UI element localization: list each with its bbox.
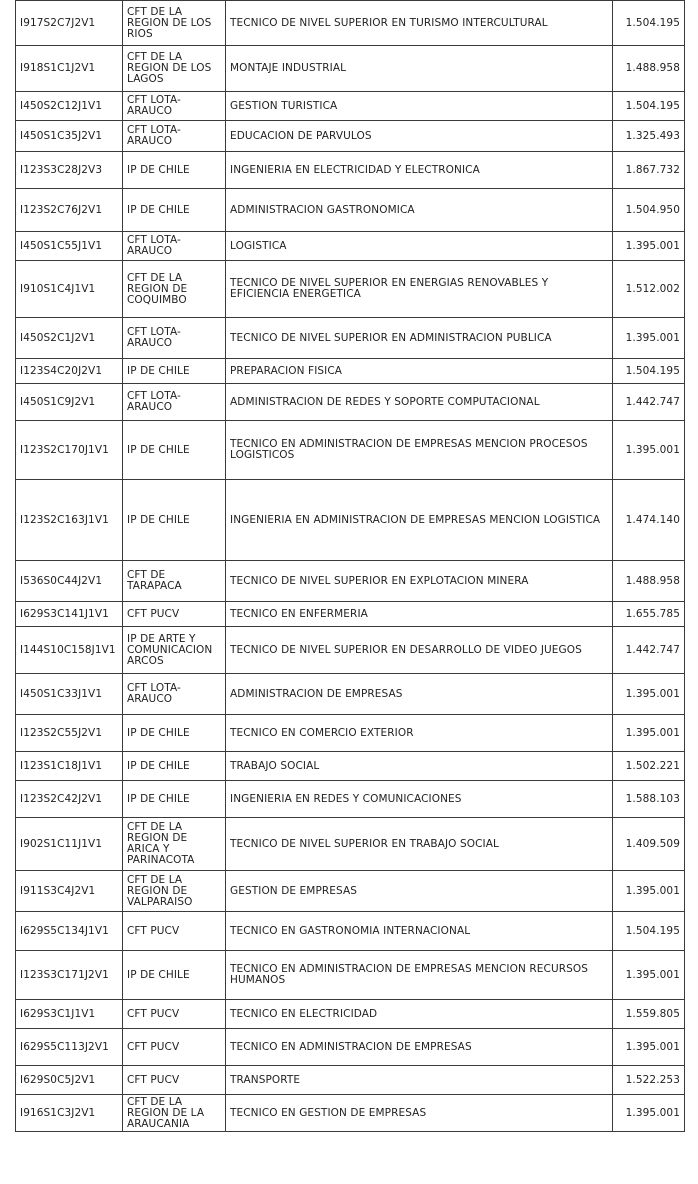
code-cell: I123S2C170J1V1 <box>16 421 123 480</box>
institution-cell: CFT LOTA-ARAUCO <box>123 318 226 359</box>
code-cell: I450S1C33J1V1 <box>16 674 123 715</box>
amount-cell: 1.395.001 <box>613 951 685 1000</box>
institution-cell: IP DE CHILE <box>123 189 226 232</box>
code-cell: I629S5C134J1V1 <box>16 912 123 951</box>
program-cell: TECNICO EN ADMINISTRACION DE EMPRESAS MENCION PROCESOS LOGISTICOS <box>226 421 613 480</box>
institution-cell: IP DE CHILE <box>123 715 226 752</box>
code-cell: I123S2C55J2V1 <box>16 715 123 752</box>
institution-cell: CFT DE LA REGION DE ARICA Y PARINACOTA <box>123 818 226 871</box>
table-row <box>16 1 685 46</box>
amount-cell: 1.395.001 <box>613 871 685 912</box>
institution-cell: IP DE CHILE <box>123 359 226 384</box>
amount-cell: 1.325.493 <box>613 121 685 152</box>
table-row <box>16 674 685 715</box>
amount-cell: 1.488.958 <box>613 46 685 92</box>
program-cell: GESTION DE EMPRESAS <box>226 871 613 912</box>
code-cell: I450S2C12J1V1 <box>16 92 123 121</box>
table-row <box>16 627 685 674</box>
program-cell: PREPARACION FISICA <box>226 359 613 384</box>
institution-cell: CFT DE LA REGION DE LOS LAGOS <box>123 46 226 92</box>
code-cell: I123S2C76J2V1 <box>16 189 123 232</box>
institution-cell: CFT PUCV <box>123 1029 226 1066</box>
program-cell: TECNICO DE NIVEL SUPERIOR EN TRABAJO SOCIAL <box>226 818 613 871</box>
code-cell: I450S2C1J2V1 <box>16 318 123 359</box>
table-row <box>16 46 685 92</box>
amount-cell: 1.442.747 <box>613 627 685 674</box>
code-cell: I629S5C113J2V1 <box>16 1029 123 1066</box>
amount-cell: 1.502.221 <box>613 752 685 781</box>
institution-cell: CFT PUCV <box>123 602 226 627</box>
table-row <box>16 1095 685 1132</box>
table-row <box>16 261 685 318</box>
program-cell: ADMINISTRACION DE REDES Y SOPORTE COMPUTACIONAL <box>226 384 613 421</box>
amount-cell: 1.867.732 <box>613 152 685 189</box>
institution-cell: CFT DE LA REGION DE COQUIMBO <box>123 261 226 318</box>
code-cell: I123S1C18J1V1 <box>16 752 123 781</box>
institution-cell: CFT DE LA REGION DE VALPARAISO <box>123 871 226 912</box>
code-cell: I123S2C42J2V1 <box>16 781 123 818</box>
code-cell: I450S1C9J2V1 <box>16 384 123 421</box>
table-row <box>16 189 685 232</box>
table-row <box>16 480 685 561</box>
program-cell: TRABAJO SOCIAL <box>226 752 613 781</box>
program-cell: TECNICO EN ELECTRICIDAD <box>226 1000 613 1029</box>
program-cell: TECNICO DE NIVEL SUPERIOR EN ADMINISTRACION PUBLICA <box>226 318 613 359</box>
institution-cell: IP DE CHILE <box>123 480 226 561</box>
institution-cell: CFT LOTA-ARAUCO <box>123 92 226 121</box>
amount-cell: 1.488.958 <box>613 561 685 602</box>
amount-cell: 1.395.001 <box>613 232 685 261</box>
amount-cell: 1.522.253 <box>613 1066 685 1095</box>
table-row <box>16 561 685 602</box>
institution-cell: IP DE CHILE <box>123 152 226 189</box>
program-cell: TECNICO DE NIVEL SUPERIOR EN ENERGIAS RENOVABLES Y EFICIENCIA ENERGETICA <box>226 261 613 318</box>
program-cell: TECNICO EN GASTRONOMIA INTERNACIONAL <box>226 912 613 951</box>
code-cell: I910S1C4J1V1 <box>16 261 123 318</box>
table-row <box>16 384 685 421</box>
code-cell: I123S3C171J2V1 <box>16 951 123 1000</box>
program-cell: MONTAJE INDUSTRIAL <box>226 46 613 92</box>
code-cell: I629S3C1J1V1 <box>16 1000 123 1029</box>
amount-cell: 1.504.195 <box>613 359 685 384</box>
program-cell: TECNICO DE NIVEL SUPERIOR EN TURISMO INTERCULTURAL <box>226 1 613 46</box>
table-row <box>16 602 685 627</box>
program-cell: TECNICO DE NIVEL SUPERIOR EN DESARROLLO DE VIDEO JUEGOS <box>226 627 613 674</box>
amount-cell: 1.395.001 <box>613 1029 685 1066</box>
code-cell: I450S1C55J1V1 <box>16 232 123 261</box>
amount-cell: 1.504.195 <box>613 1 685 46</box>
program-cell: TECNICO DE NIVEL SUPERIOR EN EXPLOTACION MINERA <box>226 561 613 602</box>
program-cell: GESTION TURISTICA <box>226 92 613 121</box>
table-row <box>16 1029 685 1066</box>
code-cell: I917S2C7J2V1 <box>16 1 123 46</box>
amount-cell: 1.512.002 <box>613 261 685 318</box>
institution-cell: IP DE CHILE <box>123 781 226 818</box>
program-cell: EDUCACION DE PARVULOS <box>226 121 613 152</box>
amount-cell: 1.395.001 <box>613 674 685 715</box>
institution-cell: IP DE CHILE <box>123 752 226 781</box>
table-row <box>16 121 685 152</box>
institution-cell: IP DE CHILE <box>123 951 226 1000</box>
institution-cell: CFT PUCV <box>123 912 226 951</box>
program-cell: ADMINISTRACION GASTRONOMICA <box>226 189 613 232</box>
code-cell: I123S3C28J2V3 <box>16 152 123 189</box>
institution-cell: CFT DE LA REGION DE LOS RIOS <box>123 1 226 46</box>
institution-cell: CFT DE LA REGION DE LA ARAUCANIA <box>123 1095 226 1132</box>
institution-cell: CFT LOTA-ARAUCO <box>123 121 226 152</box>
code-cell: I123S2C163J1V1 <box>16 480 123 561</box>
code-cell: I144S10C158J1V1 <box>16 627 123 674</box>
amount-cell: 1.504.950 <box>613 189 685 232</box>
table-row <box>16 359 685 384</box>
program-cell: TRANSPORTE <box>226 1066 613 1095</box>
code-cell: I629S0C5J2V1 <box>16 1066 123 1095</box>
program-cell: INGENIERIA EN ELECTRICIDAD Y ELECTRONICA <box>226 152 613 189</box>
amount-cell: 1.395.001 <box>613 1095 685 1132</box>
program-cell: TECNICO EN ENFERMERIA <box>226 602 613 627</box>
table-row <box>16 421 685 480</box>
amount-cell: 1.442.747 <box>613 384 685 421</box>
amount-cell: 1.395.001 <box>613 318 685 359</box>
amount-cell: 1.504.195 <box>613 92 685 121</box>
program-cell: TECNICO EN GESTION DE EMPRESAS <box>226 1095 613 1132</box>
program-cell: INGENIERIA EN ADMINISTRACION DE EMPRESAS MENCION LOGISTICA <box>226 480 613 561</box>
institution-cell: CFT DE TARAPACA <box>123 561 226 602</box>
table-row <box>16 912 685 951</box>
program-cell: TECNICO EN ADMINISTRACION DE EMPRESAS MENCION RECURSOS HUMANOS <box>226 951 613 1000</box>
code-cell: I911S3C4J2V1 <box>16 871 123 912</box>
program-cell: INGENIERIA EN REDES Y COMUNICACIONES <box>226 781 613 818</box>
career-funding-table <box>15 0 685 1132</box>
code-cell: I123S4C20J2V1 <box>16 359 123 384</box>
amount-cell: 1.395.001 <box>613 715 685 752</box>
program-cell: TECNICO EN COMERCIO EXTERIOR <box>226 715 613 752</box>
table-row <box>16 715 685 752</box>
institution-cell: CFT LOTA-ARAUCO <box>123 384 226 421</box>
code-cell: I629S3C141J1V1 <box>16 602 123 627</box>
program-cell: ADMINISTRACION DE EMPRESAS <box>226 674 613 715</box>
institution-cell: CFT PUCV <box>123 1066 226 1095</box>
table-row <box>16 818 685 871</box>
program-cell: TECNICO EN ADMINISTRACION DE EMPRESAS <box>226 1029 613 1066</box>
table-row <box>16 318 685 359</box>
code-cell: I536S0C44J2V1 <box>16 561 123 602</box>
table-row <box>16 951 685 1000</box>
amount-cell: 1.655.785 <box>613 602 685 627</box>
amount-cell: 1.395.001 <box>613 421 685 480</box>
code-cell: I450S1C35J2V1 <box>16 121 123 152</box>
amount-cell: 1.409.509 <box>613 818 685 871</box>
table-row <box>16 1000 685 1029</box>
amount-cell: 1.504.195 <box>613 912 685 951</box>
table-row <box>16 871 685 912</box>
code-cell: I902S1C11J1V1 <box>16 818 123 871</box>
amount-cell: 1.559.805 <box>613 1000 685 1029</box>
code-cell: I916S1C3J2V1 <box>16 1095 123 1132</box>
institution-cell: IP DE ARTE Y COMUNICACION ARCOS <box>123 627 226 674</box>
table-row <box>16 1066 685 1095</box>
institution-cell: CFT LOTA-ARAUCO <box>123 674 226 715</box>
amount-cell: 1.588.103 <box>613 781 685 818</box>
institution-cell: IP DE CHILE <box>123 421 226 480</box>
code-cell: I918S1C1J2V1 <box>16 46 123 92</box>
institution-cell: CFT LOTA-ARAUCO <box>123 232 226 261</box>
table-row <box>16 752 685 781</box>
program-cell: LOGISTICA <box>226 232 613 261</box>
institution-cell: CFT PUCV <box>123 1000 226 1029</box>
amount-cell: 1.474.140 <box>613 480 685 561</box>
table-row <box>16 92 685 121</box>
table-row <box>16 232 685 261</box>
table-row <box>16 152 685 189</box>
table-row <box>16 781 685 818</box>
